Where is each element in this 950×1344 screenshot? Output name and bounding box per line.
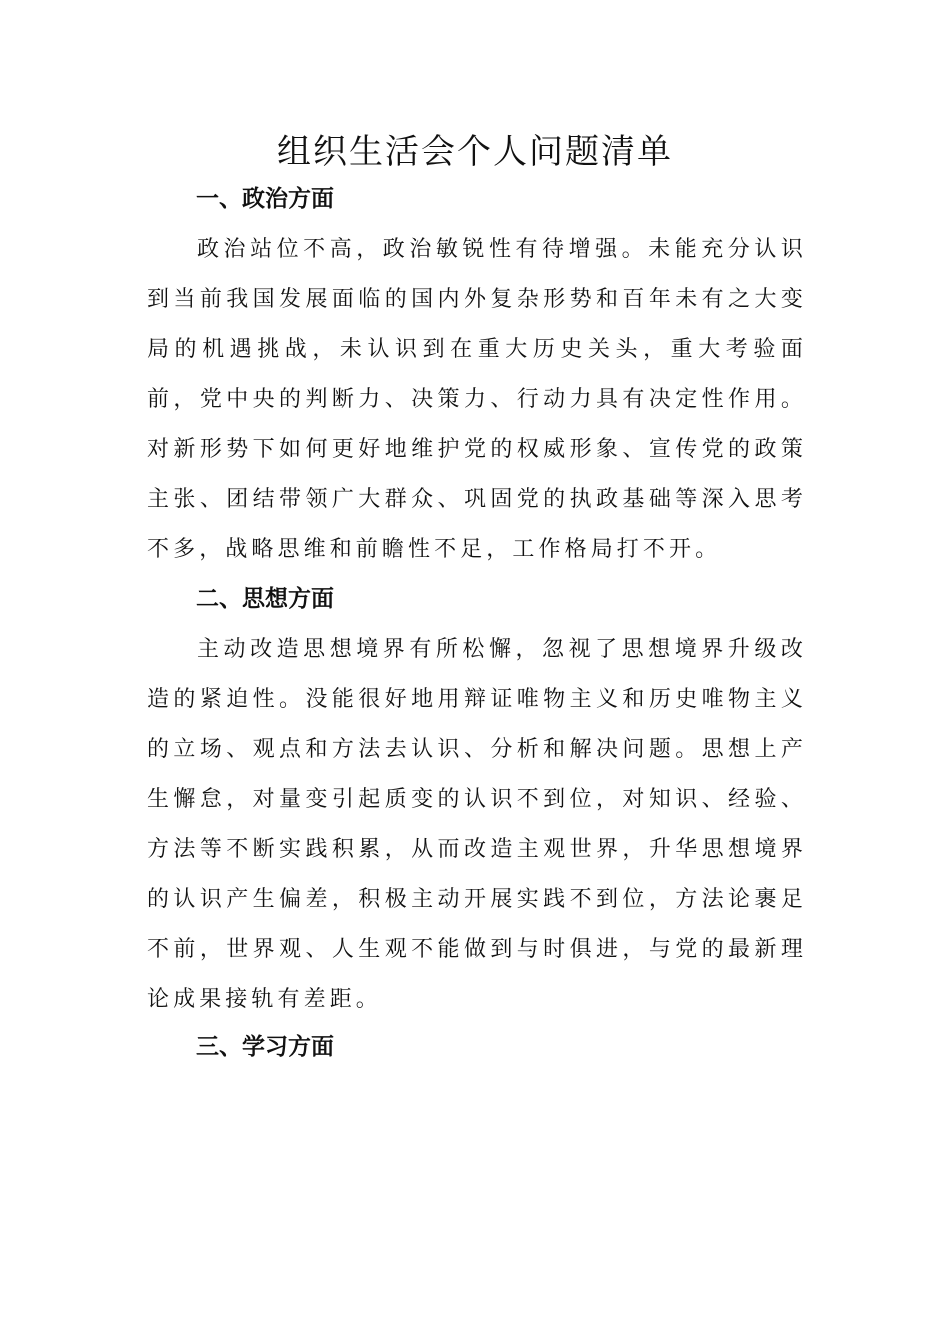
- section-paragraph-thought: 主动改造思想境界有所松懈，忽视了思想境界升级改造的紧迫性。没能很好地用辩证唯物主义和历史唯物主义的立场、观点和方法去认识、分析和解决问题。思想上产生懈怠，对量变引起质变的认识不到位，对知识、经验、方法等不断实践积累，从而改造主观世界，升华思想境界的认识产生偏差，积极主动开展实践不到位，方法论裹足不前，世界观、人生观不能做到与时俱进，与党的最新理论成果接轨有差距。: [147, 637, 807, 1012]
- section-heading-study: 三、学习方面: [196, 1034, 334, 1060]
- section-heading-thought: 二、思想方面: [196, 586, 334, 612]
- section-paragraph-politics: 政治站位不高，政治敏锐性有待增强。未能充分认识到当前我国发展面临的国内外复杂形势和百年未有之大变局的机遇挑战，未认识到在重大历史关头，重大考验面前，党中央的判断力、决策力、行动力具有决定性作用。对新形势下如何更好地维护党的权威形象、宣传党的政策主张、团结带领广大群众、巩固党的执政基础等深入思考不多，战略思维和前瞻性不足，工作格局打不开。: [147, 237, 807, 562]
- section-heading-politics: 一、政治方面: [196, 186, 334, 212]
- page-title: 组织生活会个人问题清单: [277, 132, 673, 172]
